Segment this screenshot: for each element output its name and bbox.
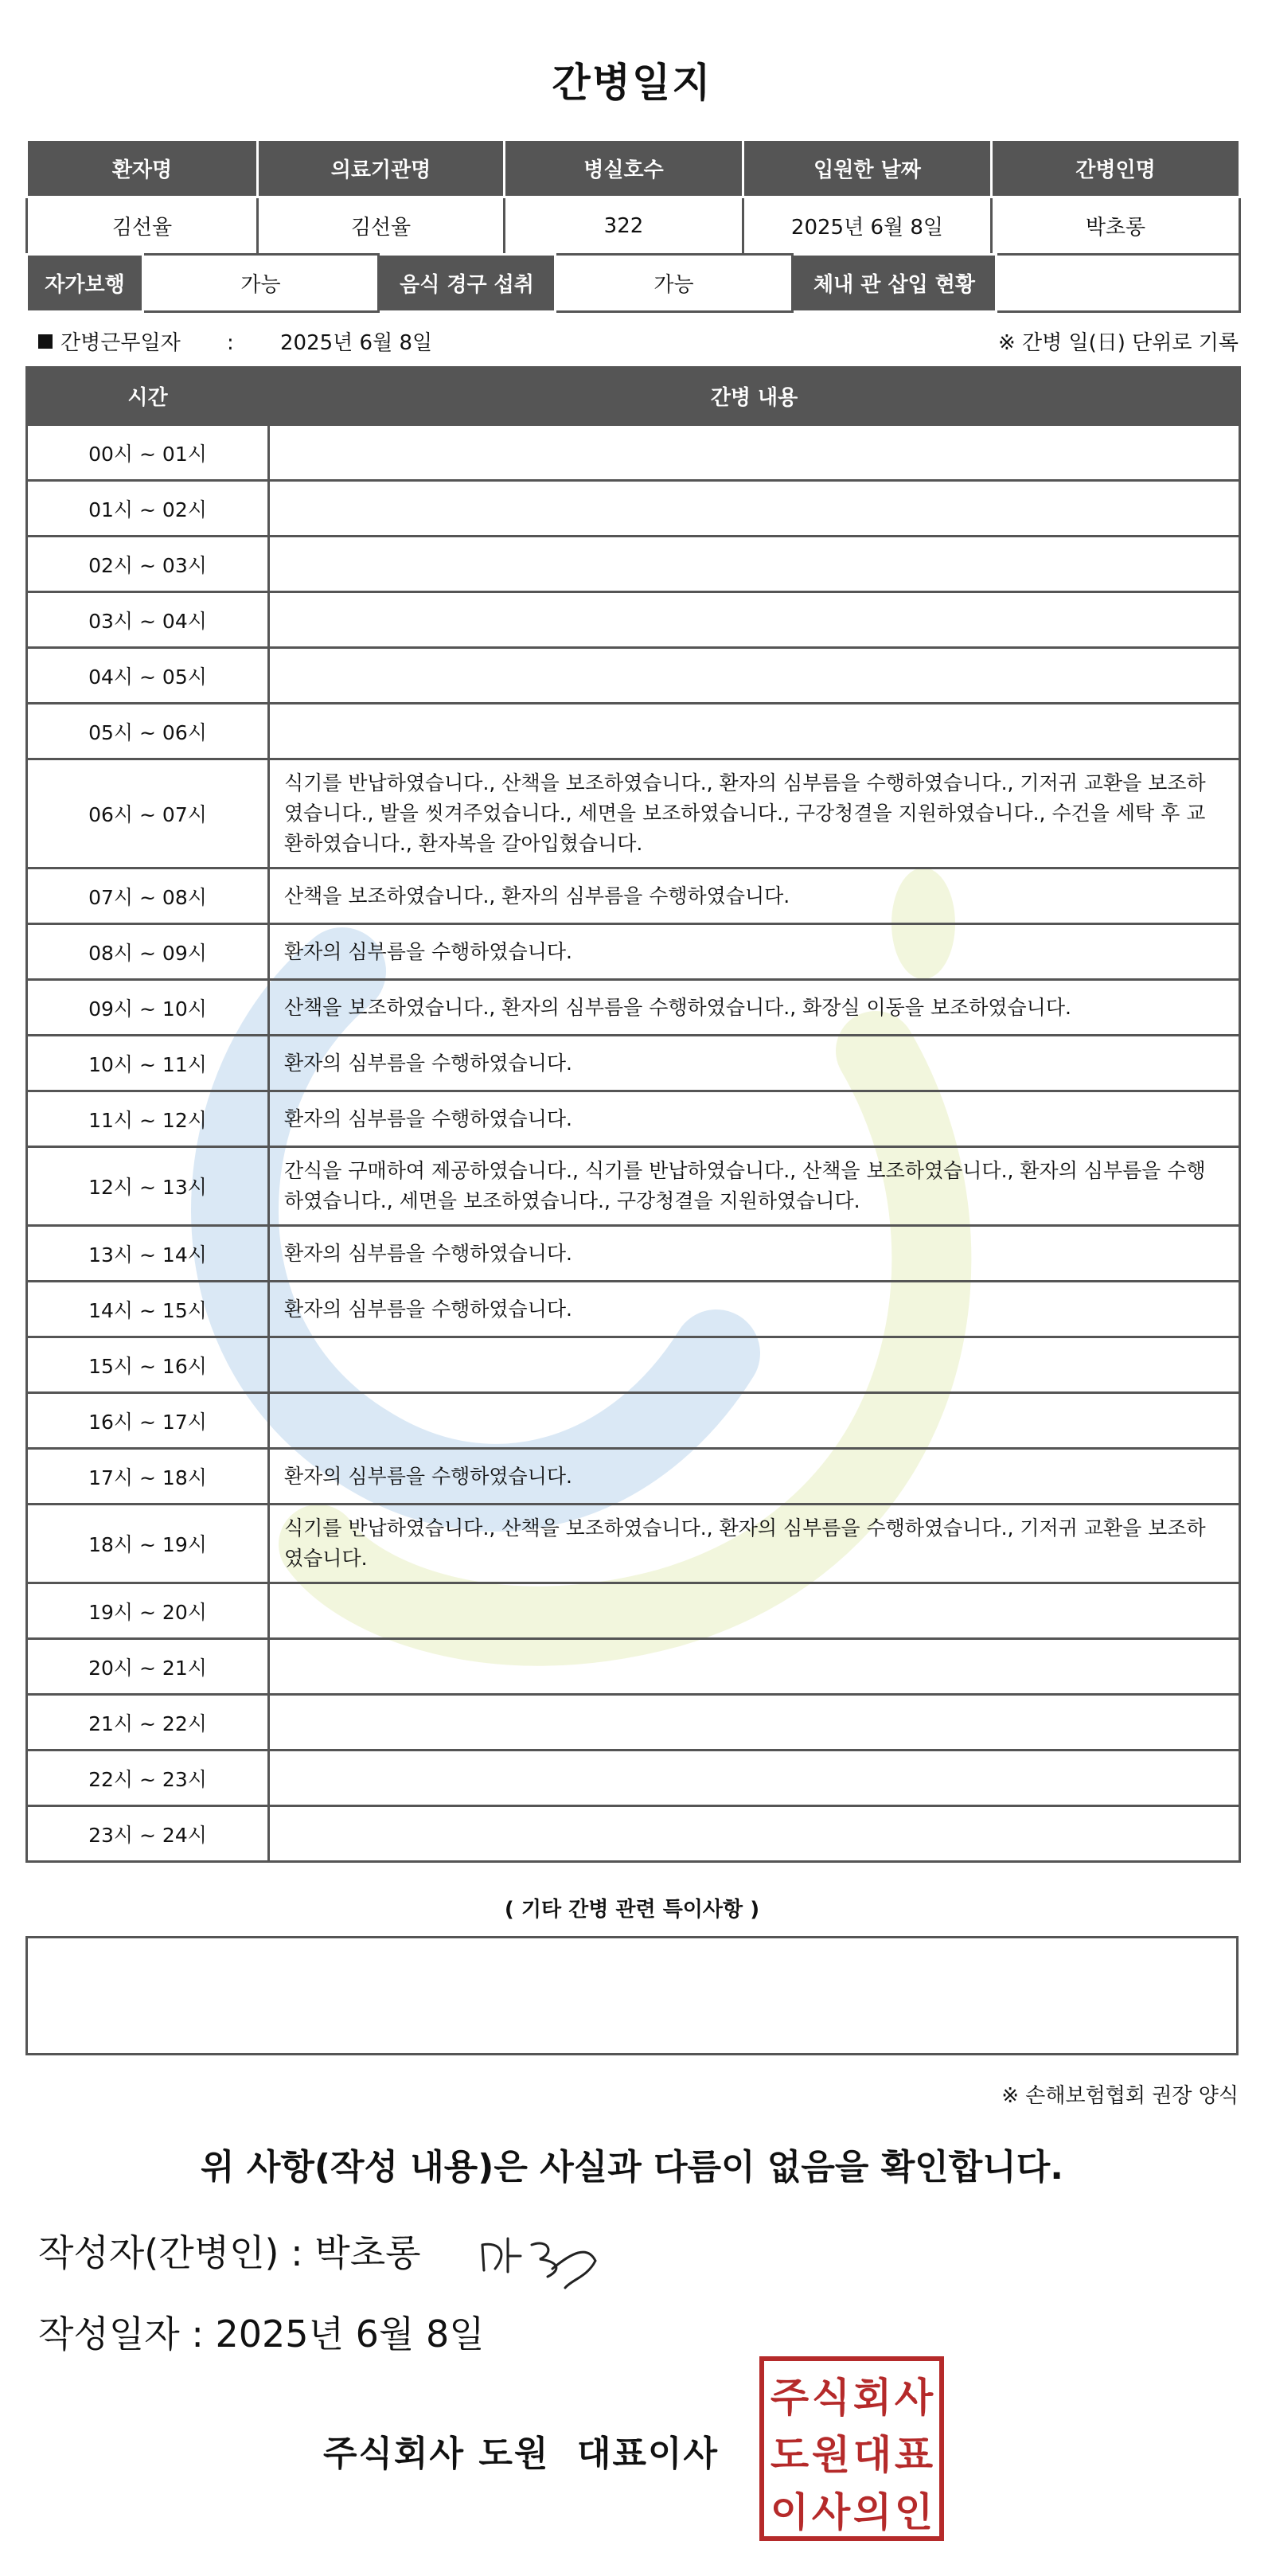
- special-notes-box: [25, 1936, 1239, 2055]
- info-header-hospital: 의료기관명: [258, 140, 505, 197]
- log-time-cell: 23시 ~ 24시: [27, 1806, 269, 1862]
- table-row: [27, 1449, 1240, 1505]
- self-walk-label: 자가보행: [27, 255, 143, 312]
- room-value: 322: [505, 197, 743, 255]
- seal-char: 표: [894, 2431, 934, 2478]
- log-time-cell: 06시 ~ 07시: [27, 759, 269, 868]
- log-content-cell: 환자의 심부름을 수행하였습니다.: [269, 1091, 1240, 1147]
- table-row: [27, 648, 1240, 704]
- seal-char: 이: [770, 2488, 810, 2535]
- write-date-line: [38, 2305, 485, 2358]
- seal-char: 도: [770, 2431, 810, 2478]
- table-row: [27, 1751, 1240, 1806]
- page-title: 간병일지: [552, 60, 712, 106]
- log-time-cell: 01시 ~ 02시: [27, 481, 269, 537]
- info-header-patient-name: 환자명: [27, 140, 258, 197]
- log-content-cell: [269, 537, 1240, 592]
- log-content-cell: 산책을 보조하였습니다., 환자의 심부름을 수행하였습니다.: [269, 868, 1240, 924]
- table-row: [27, 1282, 1240, 1337]
- log-content-cell: 식기를 반납하였습니다., 산책을 보조하였습니다., 환자의 심부름을 수행하였습니다., 기저귀 교환을 보조하였습니다., 발을 씻겨주었습니다., 세면을 보조하였습니다., 구강청결을 지원하였습니다., 수건을 세탁 후 교환하였습니다., 환자복을 갈아입혔습니다.: [269, 759, 1240, 868]
- table-row: [27, 592, 1240, 648]
- patient-status-table: [25, 253, 1241, 313]
- table-row: [27, 1505, 1240, 1583]
- log-time-cell: 02시 ~ 03시: [27, 537, 269, 592]
- oral-intake-label: 음식 경구 섭취: [379, 255, 556, 312]
- log-content-cell: 환자의 심부름을 수행하였습니다.: [269, 1226, 1240, 1282]
- company-representative: 주식회사 도원 대표이사: [323, 2434, 719, 2474]
- seal-char: 주: [770, 2374, 810, 2421]
- caregiver-value: 박초롱: [992, 197, 1240, 255]
- log-header-time: 시간: [27, 368, 269, 425]
- log-time-cell: 12시 ~ 13시: [27, 1147, 269, 1226]
- log-content-cell: 환자의 심부름을 수행하였습니다.: [269, 1282, 1240, 1337]
- table-row: [27, 425, 1240, 481]
- duty-date-label: 간병근무일자: [60, 331, 181, 355]
- table-row: [27, 1806, 1240, 1862]
- log-content-cell: 간식을 구매하여 제공하였습니다., 식기를 반납하였습니다., 산책을 보조하였습니다., 환자의 심부름을 수행하였습니다., 세면을 보조하였습니다., 구강청결을 지원하였습니다.: [269, 1147, 1240, 1226]
- seal-char: 대: [852, 2431, 892, 2478]
- log-header-content: 간병 내용: [269, 368, 1240, 425]
- log-time-cell: 07시 ~ 08시: [27, 868, 269, 924]
- duty-note: ※ 간병 일(日) 단위로 기록: [997, 331, 1239, 355]
- info-header-caregiver: 간병인명: [992, 140, 1240, 197]
- tube-value: [997, 255, 1240, 312]
- seal-char: 회: [852, 2374, 892, 2421]
- log-content-cell: [269, 1639, 1240, 1695]
- log-time-cell: 13시 ~ 14시: [27, 1226, 269, 1282]
- log-time-cell: 04시 ~ 05시: [27, 648, 269, 704]
- confirmation-statement: 위 사항(작성 내용)은 사실과 다름이 없음을 확인합니다.: [201, 2147, 1063, 2188]
- table-row: [27, 1226, 1240, 1282]
- table-row: [27, 1583, 1240, 1639]
- table-row: [27, 704, 1240, 759]
- log-content-cell: [269, 1806, 1240, 1862]
- log-content-cell: [269, 425, 1240, 481]
- hospital-value: 김선율: [258, 197, 505, 255]
- table-row: [27, 1036, 1240, 1091]
- log-content-cell: 환자의 심부름을 수행하였습니다.: [269, 924, 1240, 980]
- seal-char: 인: [894, 2488, 934, 2535]
- log-content-cell: 식기를 반납하였습니다., 산책을 보조하였습니다., 환자의 심부름을 수행하였습니다., 기저귀 교환을 보조하였습니다.: [269, 1505, 1240, 1583]
- self-walk-value: 가능: [143, 255, 379, 312]
- table-row: [27, 1091, 1240, 1147]
- seal-char: 의: [852, 2488, 892, 2535]
- table-row: [27, 481, 1240, 537]
- seal-char: 식: [811, 2374, 851, 2421]
- log-time-cell: 03시 ~ 04시: [27, 592, 269, 648]
- form-note: ※ 손해보험협회 권장 양식: [1001, 2084, 1239, 2108]
- log-content-cell: 환자의 심부름을 수행하였습니다.: [269, 1449, 1240, 1505]
- info-header-room: 병실호수: [505, 140, 743, 197]
- patient-name-value: 김선율: [27, 197, 258, 255]
- log-time-cell: 20시 ~ 21시: [27, 1639, 269, 1695]
- patient-info-table: [25, 139, 1241, 256]
- duty-date-line: [38, 326, 432, 356]
- log-time-cell: 09시 ~ 10시: [27, 980, 269, 1036]
- table-row: [27, 759, 1240, 868]
- table-row: [27, 1695, 1240, 1751]
- duty-date-separator: :: [226, 331, 234, 355]
- log-time-cell: 21시 ~ 22시: [27, 1695, 269, 1751]
- log-time-cell: 11시 ~ 12시: [27, 1091, 269, 1147]
- writer-line: [38, 2224, 421, 2277]
- seal-char: 사: [894, 2374, 934, 2421]
- table-row: [27, 980, 1240, 1036]
- log-time-cell: 18시 ~ 19시: [27, 1505, 269, 1583]
- admission-date-value: 2025년 6월 8일: [743, 197, 992, 255]
- special-notes-title: ( 기타 간병 관련 특이사항 ): [504, 1898, 760, 1922]
- table-row: [27, 1337, 1240, 1393]
- log-content-cell: [269, 1393, 1240, 1449]
- log-content-cell: [269, 648, 1240, 704]
- log-content-cell: [269, 592, 1240, 648]
- write-date-label: 작성일자 :: [38, 2313, 204, 2355]
- log-time-cell: 14시 ~ 15시: [27, 1282, 269, 1337]
- table-row: [27, 537, 1240, 592]
- log-content-cell: [269, 1337, 1240, 1393]
- info-header-admission-date: 입원한 날짜: [743, 140, 992, 197]
- writer-name: 박초롱: [314, 2231, 421, 2274]
- table-row: [27, 868, 1240, 924]
- oral-intake-value: 가능: [556, 255, 793, 312]
- care-log-table: [25, 366, 1241, 1863]
- log-time-cell: 00시 ~ 01시: [27, 425, 269, 481]
- log-time-cell: 19시 ~ 20시: [27, 1583, 269, 1639]
- log-time-cell: 10시 ~ 11시: [27, 1036, 269, 1091]
- log-content-cell: 산책을 보조하였습니다., 환자의 심부름을 수행하였습니다., 화장실 이동을 보조하였습니다.: [269, 980, 1240, 1036]
- log-content-cell: [269, 704, 1240, 759]
- duty-date-value: 2025년 6월 8일: [280, 331, 433, 355]
- log-content-cell: [269, 1751, 1240, 1806]
- log-time-cell: 22시 ~ 23시: [27, 1751, 269, 1806]
- handwritten-signature-icon: [476, 2221, 611, 2293]
- log-time-cell: 08시 ~ 09시: [27, 924, 269, 980]
- writer-label: 작성자(간병인) :: [38, 2231, 303, 2274]
- log-time-cell: 15시 ~ 16시: [27, 1337, 269, 1393]
- seal-char: 사: [811, 2488, 851, 2535]
- seal-char: 원: [811, 2431, 851, 2478]
- table-row: [27, 924, 1240, 980]
- table-row: [27, 1147, 1240, 1226]
- log-content-cell: [269, 1583, 1240, 1639]
- log-time-cell: 05시 ~ 06시: [27, 704, 269, 759]
- write-date-value: 2025년 6월 8일: [215, 2313, 485, 2355]
- square-bullet-icon: [38, 334, 53, 349]
- table-row: [27, 1639, 1240, 1695]
- log-content-cell: [269, 481, 1240, 537]
- log-content-cell: 환자의 심부름을 수행하였습니다.: [269, 1036, 1240, 1091]
- log-content-cell: [269, 1695, 1240, 1751]
- tube-label: 체내 관 삽입 현황: [793, 255, 997, 312]
- table-row: [27, 1393, 1240, 1449]
- log-time-cell: 17시 ~ 18시: [27, 1449, 269, 1505]
- company-seal-icon: [759, 2356, 944, 2541]
- log-time-cell: 16시 ~ 17시: [27, 1393, 269, 1449]
